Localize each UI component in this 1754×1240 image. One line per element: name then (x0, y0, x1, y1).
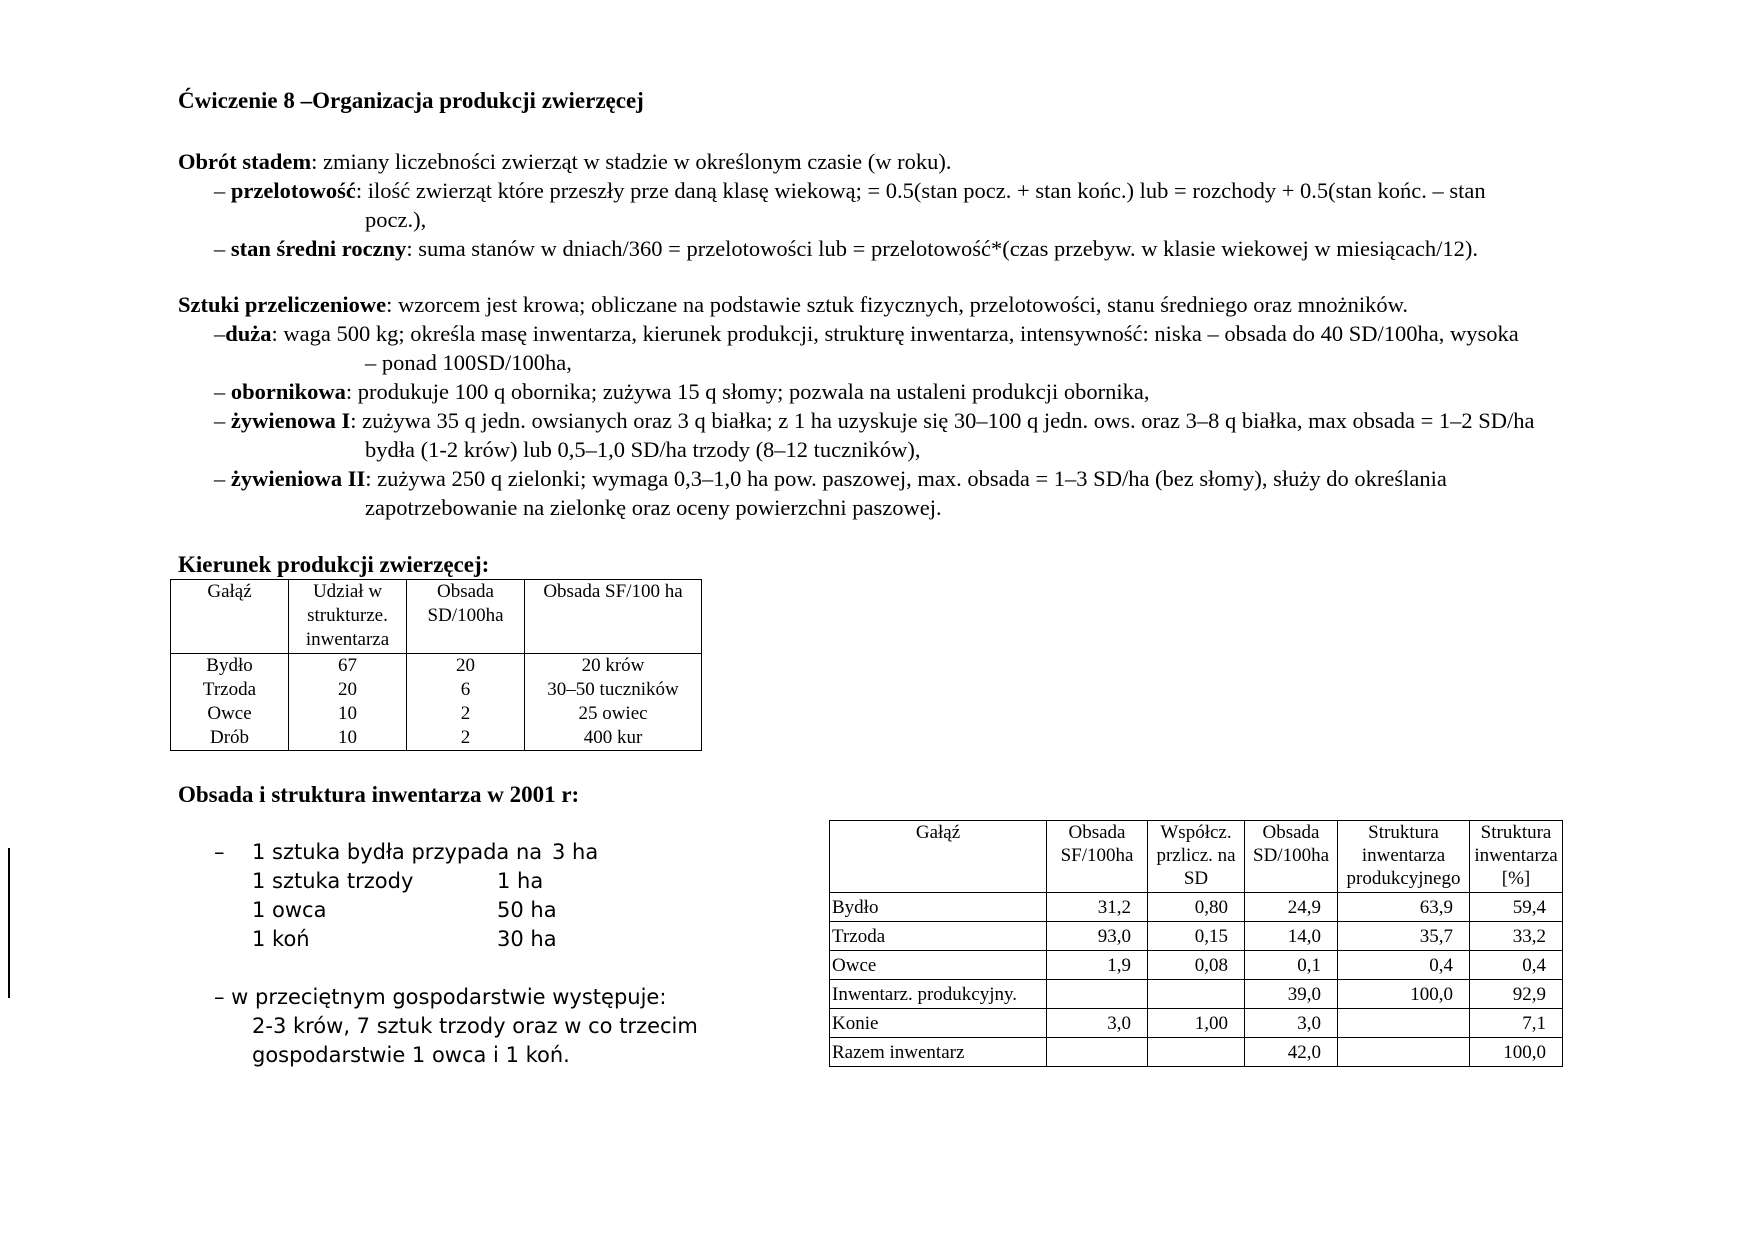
cell: 35,7 (1338, 922, 1470, 951)
cell: 39,0 (1245, 980, 1338, 1009)
cell: Owce (171, 702, 289, 726)
header-line: Współcz. (1160, 822, 1232, 843)
cell: 400 kur (525, 726, 702, 751)
item-text: : zużywa 35 q jedn. owsianych oraz 3 q białka; z 1 ha uzyskuje się 30–100 q jedn. ows. oraz 3–8 q białka, max obsada = 1–2 SD/ha (350, 408, 1535, 433)
cell: 0,08 (1148, 951, 1245, 980)
sztuki-item-zywieniowa-2: – żywieniowa II: zużywa 250 q zielonki; wymaga 0,3–1,0 ha pow. paszowej, max. obsada = 1–3 SD/ha (bez słomy), służy do określania (214, 466, 1447, 491)
header-line: inwentarza (1474, 845, 1558, 866)
item-term: przelotowość (230, 178, 356, 203)
kierunek-table (170, 579, 702, 751)
sztuki-def: : wzorcem jest krowa; obliczane na podstawie sztuk fizycznych, przelotowości, stanu średniego oraz mnożników. (386, 292, 1409, 317)
obsada-note: – w przeciętnym gospodarstwie występuje: (214, 985, 667, 1009)
cell: 67 (289, 654, 407, 679)
cell: Trzoda (830, 922, 1047, 951)
header-struktura-prod (1338, 821, 1470, 893)
cell: 20 (407, 654, 525, 679)
header-line: produkcyjnego (1346, 868, 1461, 889)
header-galaz (171, 580, 289, 654)
header-line: Gałąź (915, 822, 961, 843)
cell: Drób (171, 726, 289, 751)
cell: 0,80 (1148, 893, 1245, 922)
cell: 42,0 (1245, 1038, 1338, 1067)
table-row (830, 951, 1563, 980)
header-line: Obsada (1068, 822, 1126, 843)
header-line: Obsada SF/100 ha (543, 581, 683, 602)
cell (1047, 1038, 1148, 1067)
table-row (830, 922, 1563, 951)
kierunek-heading: Kierunek produkcji zwierzęcej: (178, 552, 490, 577)
cell: 30–50 tuczników (525, 678, 702, 702)
obsada-table (829, 820, 1563, 1067)
cell: Bydło (830, 893, 1047, 922)
header-line: przlicz. na (1156, 845, 1236, 866)
margin-line (0, 848, 10, 998)
cell: 10 (289, 702, 407, 726)
cell: 6 (407, 678, 525, 702)
cell: Konie (830, 1009, 1047, 1038)
cell: 20 (289, 678, 407, 702)
header-obsada-sd (1245, 821, 1338, 893)
cell: 63,9 (1338, 893, 1470, 922)
cell: 10 (289, 726, 407, 751)
table-row (830, 1038, 1563, 1067)
item-term: żywienowa I (230, 408, 351, 433)
cell: 1,00 (1148, 1009, 1245, 1038)
cell: 100,0 (1338, 980, 1470, 1009)
sztuki-item-zywienowa-1: – żywienowa I: zużywa 35 q jedn. owsianych oraz 3 q białka; z 1 ha uzyskuje się 30–100 q jedn. ows. oraz 3–8 q białka, max obsada = 1–2 SD/ha (214, 408, 1535, 433)
header-line: SD/100ha (427, 605, 504, 626)
cell: 3,0 (1245, 1009, 1338, 1038)
table-row (830, 980, 1563, 1009)
cell: Bydło (171, 654, 289, 679)
cell: 31,2 (1047, 893, 1148, 922)
table-row (830, 1009, 1563, 1038)
header-struktura-proc (1470, 821, 1563, 893)
cell (1047, 980, 1148, 1009)
obrot-item-stan-sredni: – stan średni roczny: suma stanów w dniach/360 = przelotowości lub = przelotowość*(czas przebyw. w klasie wiekowej w miesiącach/12). (214, 236, 1479, 261)
cell: 59,4 (1470, 893, 1563, 922)
list-value: 30 ha (497, 927, 557, 951)
cell: 0,4 (1338, 951, 1470, 980)
header-line: Gałąź (207, 581, 252, 602)
table-row (171, 702, 702, 726)
cell: Inwentarz. produkcyjny. (830, 980, 1047, 1009)
item-text: : ilość zwierząt które przeszły prze daną klasę wiekową; = 0.5(stan pocz. + stan końc.) lub = rozchody + 0.5(stan końc. – stan (355, 178, 1486, 203)
header-line: Obsada (437, 581, 494, 602)
sztuki-term: Sztuki przeliczeniowe (178, 292, 387, 317)
item-text: : zużywa 250 q zielonki; wymaga 0,3–1,0 ha pow. paszowej, max. obsada = 1–3 SD/ha (bez słomy), służy do określania (365, 466, 1447, 491)
obrot-item-przelotowosc-cont: pocz.), (365, 207, 427, 232)
cell: 1,9 (1047, 951, 1148, 980)
header-galaz (830, 821, 1047, 893)
obsada-heading: Obsada i struktura inwentarza w 2001 r: (178, 782, 580, 807)
header-obsada-sd (407, 580, 525, 654)
list-value: 50 ha (497, 898, 557, 922)
header-line: Udział w (312, 581, 383, 602)
cell: Owce (830, 951, 1047, 980)
cell (1338, 1009, 1470, 1038)
cell: 0,1 (1245, 951, 1338, 980)
header-obsada-sf (525, 580, 702, 654)
cell: 2 (407, 726, 525, 751)
cell: 3,0 (1047, 1009, 1148, 1038)
cell: Razem inwentarz (830, 1038, 1047, 1067)
list-value: 1 ha (497, 869, 544, 893)
cell: 20 krów (525, 654, 702, 679)
item-term: obornikowa (230, 379, 346, 404)
cell: 93,0 (1047, 922, 1148, 951)
header-udzial (289, 580, 407, 654)
item-term: stan średni roczny (230, 236, 407, 261)
cell: 2 (407, 702, 525, 726)
header-line: strukturze. (307, 605, 388, 626)
header-wspolcz (1148, 821, 1245, 893)
sztuki-item-duza-cont: – ponad 100SD/100ha, (365, 350, 572, 375)
table-header-row (830, 821, 1563, 893)
cell: 7,1 (1470, 1009, 1563, 1038)
item-text: : suma stanów w dniach/360 = przelotowości lub = przelotowość*(czas przebyw. w klasie wiekowej w miesiącach/12). (406, 236, 1479, 261)
table-row (171, 726, 702, 751)
cell: 92,9 (1470, 980, 1563, 1009)
cell: Trzoda (171, 678, 289, 702)
cell: 14,0 (1245, 922, 1338, 951)
header-line: SD/100ha (1253, 845, 1329, 866)
cell: 33,2 (1470, 922, 1563, 951)
sztuki-item-zywienowa-1-cont: bydła (1-2 krów) lub 0,5–1,0 SD/ha trzody (8–12 tuczników), (365, 437, 921, 462)
cell (1338, 1038, 1470, 1067)
list-text: 1 koń (252, 927, 310, 951)
item-term: żywieniowa II (230, 466, 366, 491)
header-line: Struktura (1368, 822, 1439, 843)
obsada-note-cont: 2-3 krów, 7 sztuk trzody oraz w co trzecim (252, 1014, 698, 1038)
sztuki-item-duza: –duża: waga 500 kg; określa masę inwentarza, kierunek produkcji, strukturę inwentarza, intensywność: niska – obsada do 40 SD/100ha, wysoka (214, 321, 1519, 346)
header-obsada-sf (1047, 821, 1148, 893)
list-text: 1 sztuka trzody (252, 869, 414, 893)
cell (1148, 1038, 1245, 1067)
table-header-row (171, 580, 702, 654)
list-text: 1 sztuka bydła przypada na (252, 840, 543, 864)
item-text: : produkuje 100 q obornika; zużywa 15 q słomy; pozwala na ustaleni produkcji obornika, (345, 379, 1150, 404)
item-term: duża (225, 321, 272, 346)
obrot-item-przelotowosc: – przelotowość: ilość zwierząt które przeszły prze daną klasę wiekową; = 0.5(stan pocz. + stan końc.) lub = rozchody + 0.5(stan końc. – stan (214, 178, 1486, 203)
header-line: Struktura (1480, 822, 1552, 843)
cell: 0,4 (1470, 951, 1563, 980)
header-line: Obsada (1262, 822, 1320, 843)
sztuki-definition (178, 290, 1408, 319)
cell: 100,0 (1470, 1038, 1563, 1067)
sztuki-item-zywieniowa-2-cont: zapotrzebowanie na zielonkę oraz oceny powierzchni paszowej. (365, 495, 942, 520)
table-row (171, 678, 702, 702)
obrot-definition (178, 147, 952, 176)
list-dash: – (214, 840, 225, 864)
cell: 0,15 (1148, 922, 1245, 951)
list-value: 3 ha (552, 840, 599, 864)
obsada-note-cont2: gospodarstwie 1 owca i 1 koń. (252, 1043, 570, 1067)
page-title: Ćwiczenie 8 –Organizacja produkcji zwierzęcej (178, 88, 644, 113)
header-line: [%] (1501, 868, 1531, 889)
list-text: 1 owca (252, 898, 327, 922)
table-row (171, 654, 702, 679)
obrot-term: Obrót stadem (178, 149, 312, 174)
obrot-def: : zmiany liczebności zwierząt w stadzie w określonym czasie (w roku). (311, 149, 952, 174)
header-line: inwentarza (305, 629, 390, 650)
table-row (830, 893, 1563, 922)
cell (1148, 980, 1245, 1009)
header-line: SF/100ha (1060, 845, 1134, 866)
cell: 24,9 (1245, 893, 1338, 922)
cell: 25 owiec (525, 702, 702, 726)
header-line: inwentarza (1361, 845, 1446, 866)
header-line: SD (1183, 868, 1209, 889)
item-text: : waga 500 kg; określa masę inwentarza, kierunek produkcji, strukturę inwentarza, intensywność: niska – obsada do 40 SD/100ha, wysoka (271, 321, 1519, 346)
sztuki-item-obornikowa: – obornikowa: produkuje 100 q obornika; zużywa 15 q słomy; pozwala na ustaleni produkcji obornika, (214, 379, 1150, 404)
